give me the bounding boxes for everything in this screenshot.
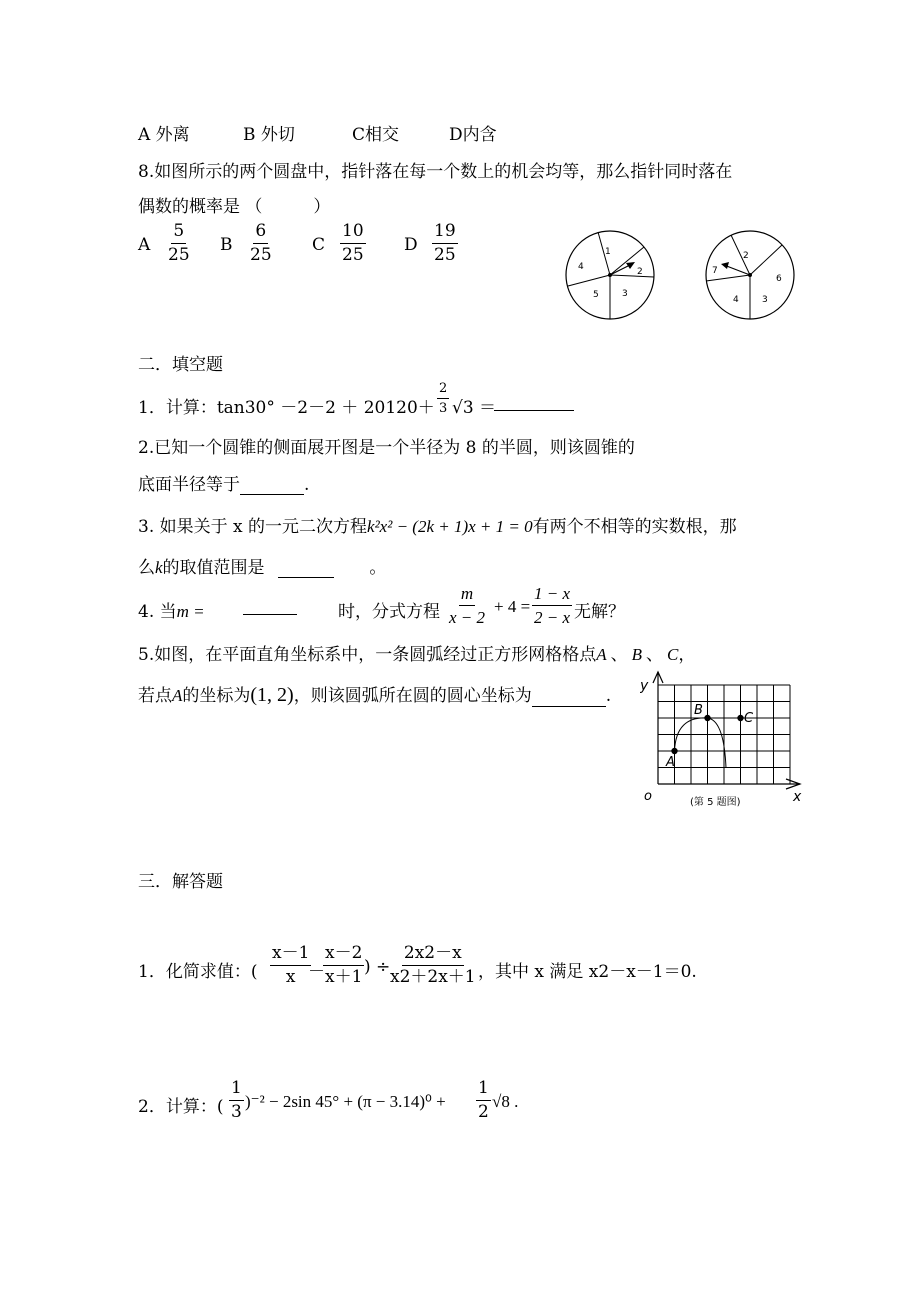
fill-q4-fraction-1: $\frac{m}{x - 2}$ bbox=[449, 584, 486, 627]
solve-q1-minus: － bbox=[308, 962, 325, 982]
q8-opt-d-fraction: $\frac{19}{25}$ bbox=[434, 221, 456, 265]
label-x-axis: x bbox=[793, 789, 802, 805]
section-2-title: 二．填空题 bbox=[138, 355, 223, 375]
fill-q4-suffix: 无解？ bbox=[574, 602, 625, 622]
fill-q3-line2b: 的取值范围是 bbox=[162, 558, 265, 578]
label-C: C bbox=[744, 711, 754, 726]
fill-q3-suffix: 有两个不相等的实数根，那 bbox=[532, 517, 737, 537]
disc1-seg-2: 2 bbox=[637, 267, 643, 277]
disc2-seg-7: 7 bbox=[712, 266, 718, 276]
solve-q2-mid: )⁻² − 2sin 45° + (π − 3.14)⁰ + bbox=[245, 1092, 446, 1111]
label-origin: o bbox=[644, 789, 652, 804]
solve-q2-fraction-2: $\frac{1}{2}$ bbox=[478, 1078, 489, 1122]
spinner-disc-2 bbox=[700, 228, 800, 322]
fill-q2-line1: 2.已知一个圆锥的侧面展开图是一个半径为 8 的半圆，则该圆锥的 bbox=[138, 438, 635, 458]
disc2-seg-3: 3 bbox=[762, 295, 768, 305]
point-A bbox=[671, 748, 677, 754]
fill-q4-m: m = bbox=[176, 602, 205, 621]
fill-q1-fraction: $\frac{2}{3}$ bbox=[439, 381, 448, 416]
fill-q2-blank[interactable] bbox=[240, 476, 304, 495]
point-C bbox=[737, 715, 743, 721]
fill-q5-coord: (1, 2) bbox=[250, 684, 294, 706]
fill-q5-C: C bbox=[667, 645, 679, 664]
fill-q5-line2a: 若点 bbox=[138, 686, 172, 706]
figure-caption: (第 5 题图) bbox=[690, 797, 741, 808]
fill-q3-line2a: 么 bbox=[138, 558, 155, 578]
solve-q1-suffix: ，其中 x 满足 x2－x－1＝0. bbox=[478, 962, 697, 982]
fill-q5-end: . bbox=[605, 686, 612, 706]
fill-q2-end: . bbox=[304, 475, 310, 495]
fill-q3-end: 。 bbox=[369, 558, 387, 578]
fill-q1-tail: √3 ＝ bbox=[452, 398, 497, 418]
disc1-seg-4: 4 bbox=[578, 262, 584, 272]
fill-q5-line2b: 的坐标为 bbox=[182, 686, 251, 706]
fill-q5-line2 bbox=[138, 681, 611, 707]
fill-q5-line2c: ，则该圆弧所在圆的圆心坐标为 bbox=[293, 686, 532, 706]
option-a: A 外离 bbox=[138, 125, 190, 145]
disc2-seg-6: 6 bbox=[776, 274, 782, 284]
fill-q5-A: A bbox=[596, 645, 607, 664]
disc2-seg-4: 4 bbox=[733, 295, 739, 305]
fill-q5-line1 bbox=[138, 640, 695, 665]
fill-q3-k: k bbox=[155, 558, 163, 577]
fill-q5-A2: A bbox=[172, 686, 183, 705]
option-c: C相交 bbox=[352, 125, 400, 145]
q8-line1: 8.如图所示的两个圆盘中，指针落在每一个数上的机会均等，那么指针同时落在 bbox=[138, 162, 733, 182]
fill-q5-B: B bbox=[631, 645, 642, 664]
solve-q1-prefix: 1．化简求值：( bbox=[138, 962, 258, 982]
solve-q2-fraction-1: $\frac{1}{3}$ bbox=[231, 1078, 242, 1122]
solve-q1-divide: ) ÷ bbox=[364, 957, 391, 977]
fill-q4-plus: + 4 = bbox=[494, 597, 531, 616]
disc1-seg-1: 1 bbox=[605, 247, 611, 257]
solve-q1-fraction-1: $\frac{x-1}{x}$ bbox=[272, 943, 310, 987]
fill-q5-blank[interactable] bbox=[532, 688, 606, 707]
fill-q4-blank[interactable] bbox=[243, 596, 297, 615]
fill-q3-line2 bbox=[138, 553, 386, 578]
disc1-seg-3: 3 bbox=[622, 289, 628, 299]
coordinate-grid-figure bbox=[640, 668, 810, 818]
fill-q1 bbox=[138, 393, 435, 418]
solve-q2-prefix: 2．计算：( bbox=[138, 1097, 224, 1117]
q8-line2: 偶数的概率是 （ ） bbox=[138, 197, 331, 217]
fill-q3-blank[interactable] bbox=[278, 559, 334, 578]
label-y-axis: y bbox=[640, 678, 649, 694]
option-b: B 外切 bbox=[243, 125, 295, 145]
fill-q2-line2 bbox=[138, 470, 309, 495]
q8-opt-b-fraction: $\frac{6}{25}$ bbox=[250, 221, 272, 265]
fill-q5-comma: ， bbox=[678, 645, 696, 665]
q8-opt-b-label: B bbox=[220, 235, 233, 255]
fill-q2-text: 底面半径等于 bbox=[138, 475, 240, 495]
section-3-title: 三．解答题 bbox=[138, 872, 223, 892]
label-B: B bbox=[694, 703, 703, 718]
fill-q3-line1 bbox=[138, 512, 737, 537]
disc2-seg-2: 2 bbox=[743, 251, 749, 261]
option-d: D内含 bbox=[449, 125, 497, 145]
fill-q4 bbox=[138, 597, 205, 622]
disc1-seg-5: 5 bbox=[593, 290, 599, 300]
q8-opt-a-label: A bbox=[138, 235, 151, 255]
solve-q1-fraction-2: $\frac{x-2}{x+1}$ bbox=[325, 943, 363, 987]
fill-q5-sep2: 、 bbox=[646, 645, 663, 665]
fill-q3-text: 3. 如果关于 x 的一元二次方程 bbox=[138, 517, 368, 537]
solve-q1-fraction-3: $\frac{2x2-x}{x2+2x+1}$ bbox=[390, 943, 476, 987]
solve-q2-tail: √8 . bbox=[492, 1092, 519, 1111]
fill-q5-sep1: 、 bbox=[610, 645, 628, 665]
fill-q4-prefix: 4. 当 bbox=[138, 602, 177, 622]
fill-q1-text: 1．计算：tan30° －2－2 ＋ 20120＋ bbox=[138, 398, 435, 418]
q8-opt-c-label: C bbox=[312, 235, 326, 255]
fill-q4-mid: 时，分式方程 bbox=[338, 602, 440, 622]
q8-opt-d-label: D bbox=[404, 235, 418, 255]
spinner-disc-1 bbox=[560, 228, 660, 322]
q8-opt-c-fraction: $\frac{10}{25}$ bbox=[342, 221, 364, 265]
point-B bbox=[704, 715, 710, 721]
q8-opt-a-fraction: $\frac{5}{25}$ bbox=[168, 221, 190, 265]
fill-q3-equation: k²x² − (2k + 1)x + 1 = 0 bbox=[367, 517, 533, 536]
label-A: A bbox=[666, 755, 675, 770]
fill-q5-text: 5.如图，在平面直角坐标系中，一条圆弧经过正方形网格格点 bbox=[138, 645, 597, 665]
fill-q4-fraction-2: $\frac{1 - x}{2 - x}$ bbox=[534, 584, 571, 627]
fill-q1-blank[interactable] bbox=[494, 392, 574, 411]
